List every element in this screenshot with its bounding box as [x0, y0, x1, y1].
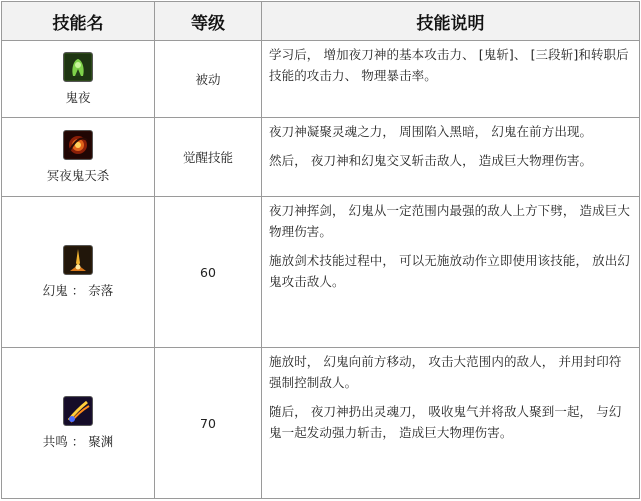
- skill-description: [262, 197, 640, 348]
- skill-level: 70: [155, 348, 262, 499]
- skill-description: [262, 348, 640, 499]
- skill-level: 被动: [155, 41, 262, 118]
- dark-swirl-icon: [63, 130, 93, 160]
- table-header-row: [2, 2, 640, 41]
- resonance-slash-icon: [63, 396, 93, 426]
- skill-level: 60: [155, 197, 262, 348]
- table-row: [2, 348, 640, 499]
- skills-table: [1, 1, 640, 499]
- skill-name-cell: [2, 348, 155, 499]
- skill-description: [262, 118, 640, 197]
- description-paragraph: 施放剑术技能过程中， 可以无施放动作立即使用该技能， 放出幻鬼攻击敌人。: [269, 253, 630, 289]
- table-row: [2, 118, 640, 197]
- skill-name-cell: [2, 118, 155, 197]
- header-level: 等级: [155, 2, 262, 41]
- skill-name: 鬼夜: [65, 90, 91, 105]
- description-paragraph: 施放时， 幻鬼向前方移动， 攻击大范围内的敌人， 并用封印符强制控制敌人。: [269, 354, 622, 390]
- table-row: [2, 41, 640, 118]
- skill-name: 幻鬼 ： 奈落: [42, 283, 114, 298]
- header-description: 技能说明: [262, 2, 640, 41]
- sword-drop-icon: [63, 245, 93, 275]
- skill-name: 共鸣 ： 聚渊: [42, 434, 114, 449]
- ghost-shadow-icon: [63, 52, 93, 82]
- skill-name-cell: [2, 197, 155, 348]
- skill-name-cell: [2, 41, 155, 118]
- description-paragraph: 学习后， 增加夜刀神的基本攻击力、 [鬼斩]、 [三段斩]和转职后技能的攻击力、 物理暴击率。: [269, 47, 629, 83]
- skill-level: 觉醒技能: [155, 118, 262, 197]
- description-paragraph: 夜刀神凝聚灵魂之力， 周围陷入黑暗， 幻鬼在前方出现。: [269, 124, 593, 139]
- skill-description: [262, 41, 640, 118]
- table-row: [2, 197, 640, 348]
- skill-name: 冥夜鬼天杀: [46, 168, 110, 183]
- description-paragraph: 然后， 夜刀神和幻鬼交叉斩击敌人， 造成巨大物理伤害。: [269, 153, 593, 168]
- description-paragraph: 夜刀神挥剑， 幻鬼从一定范围内最强的敌人上方下劈， 造成巨大物理伤害。: [269, 203, 630, 239]
- description-paragraph: 随后， 夜刀神扔出灵魂刀， 吸收鬼气并将敌人聚到一起， 与幻鬼一起发动强力斩击， 造成巨大物理伤害。: [269, 404, 622, 440]
- header-skill-name: 技能名: [2, 2, 155, 41]
